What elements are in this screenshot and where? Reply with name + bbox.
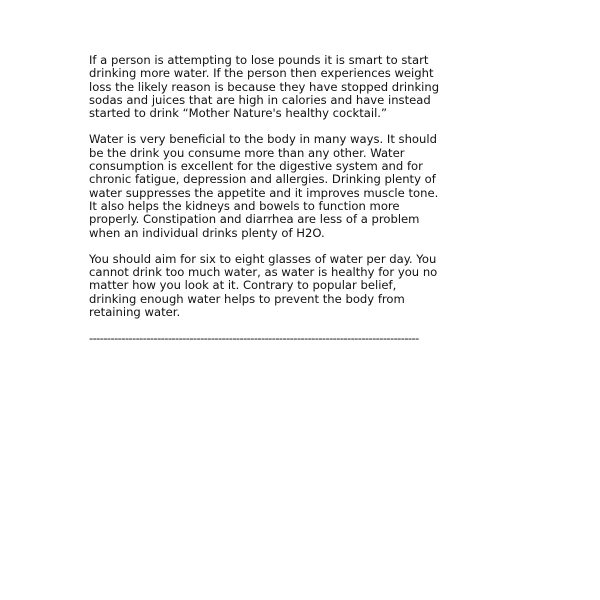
paragraph-daily-intake <box>89 253 519 319</box>
text-line: cannot drink too much water, as water is healthy for you no <box>89 265 438 280</box>
text-line: retaining water. <box>89 305 181 320</box>
text-line: matter how you look at it. Contrary to popular belief, <box>89 278 397 293</box>
paragraph-weight-loss <box>89 54 519 120</box>
text-line: properly. Constipation and diarrhea are less of a problem <box>89 212 420 227</box>
text-line: drinking more water. If the person then experiences weight <box>89 66 434 81</box>
text-line: started to drink “Mother Nature's healthy cocktail.” <box>89 106 387 121</box>
text-line: when an individual drinks plenty of H2O. <box>89 225 325 240</box>
text-line: be the drink you consume more than any other. Water <box>89 145 405 160</box>
document-body <box>89 54 519 346</box>
dashed-separator: -------------------------------------------------------------------------------------------- <box>89 332 419 346</box>
text-line: chronic fatigue, depression and allergies. Drinking plenty of <box>89 172 436 187</box>
text-line: drinking enough water helps to prevent the body from <box>89 291 405 306</box>
paragraph-benefits <box>89 133 519 239</box>
text-line: loss the likely reason is because they have stopped drinking <box>89 79 440 94</box>
text-line: You should aim for six to eight glasses of water per day. You <box>89 251 437 266</box>
text-line: water suppresses the appetite and it improves muscle tone. <box>89 185 439 200</box>
text-line: If a person is attempting to lose pounds it is smart to start <box>89 53 429 67</box>
text-line: It also helps the kidneys and bowels to function more <box>89 198 400 213</box>
text-line: Water is very beneficial to the body in many ways. It should <box>89 132 437 147</box>
text-line: sodas and juices that are high in calories and have instead <box>89 92 431 107</box>
text-line: consumption is excellent for the digestive system and for <box>89 159 423 174</box>
